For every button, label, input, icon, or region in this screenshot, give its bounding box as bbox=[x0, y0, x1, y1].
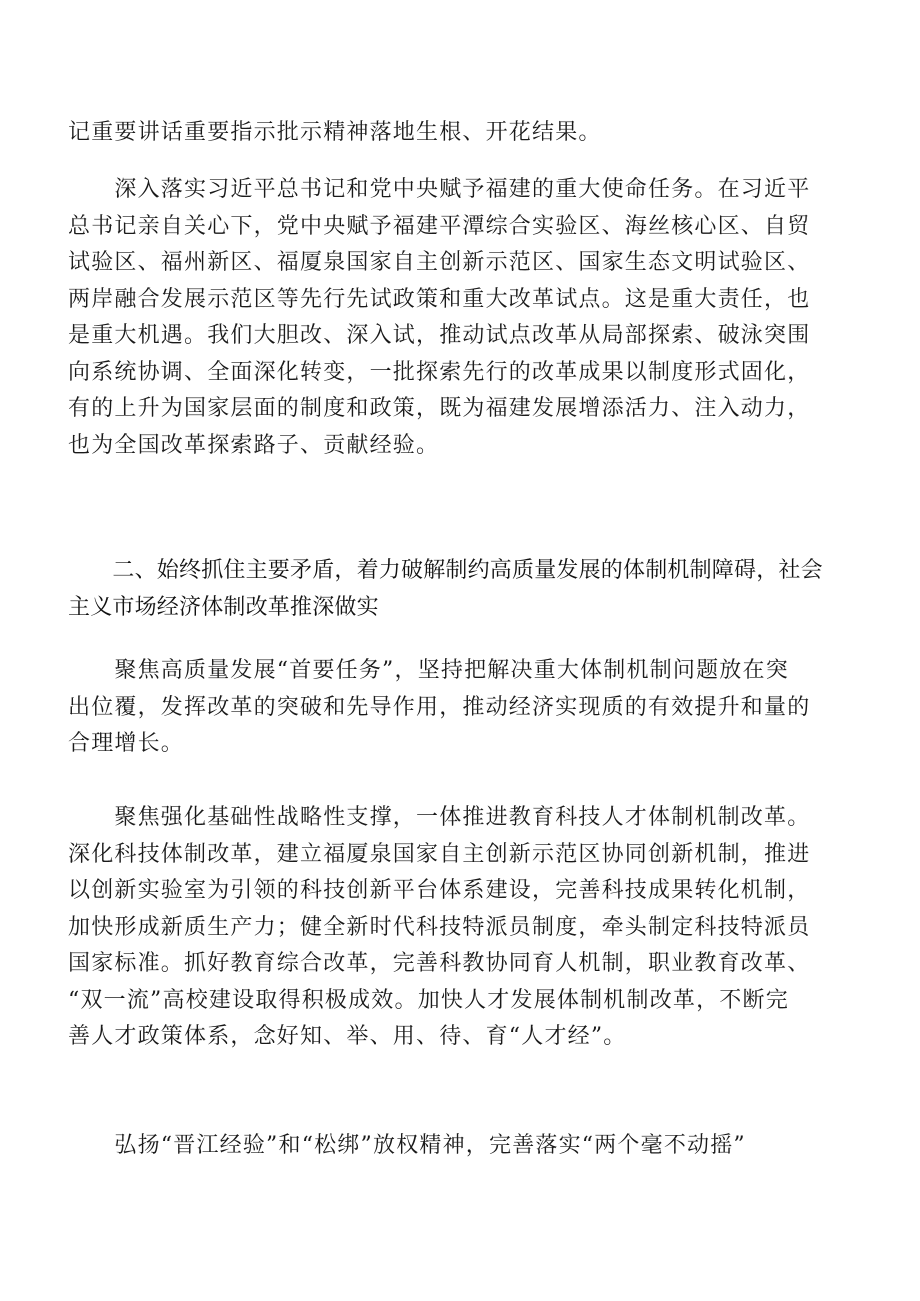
paragraph-education-science-talent bbox=[68, 800, 858, 1056]
text-line: 合理增长。 bbox=[68, 731, 185, 756]
text-line: 善人才政策体系，念好知、举、用、待、育“人才经”。 bbox=[68, 1024, 627, 1049]
paragraph-continuation bbox=[68, 115, 858, 152]
text-line: 两岸融合发展示范区等先行先试政策和重大改革试点。这是重大责任，也 bbox=[68, 286, 811, 312]
text-line: 是重大机遇。我们大胆改、深入试，推动试点改革从局部探索、破泳突围 bbox=[68, 323, 811, 348]
text-line: “双一流”高校建设取得积极成效。加快人才发展体制机制改革，不断完 bbox=[68, 987, 789, 1013]
paragraph-jinjiang-experience bbox=[68, 1128, 858, 1165]
text-line: 深入落实习近平总书记和党中央赋予福建的重大使命任务。在习近平 bbox=[68, 177, 811, 202]
paragraph-high-quality-development bbox=[68, 653, 858, 763]
text-line: 总书记亲自关心下，党中央赋予福建平潭综合实验区、海丝核心区、自贸 bbox=[68, 213, 811, 239]
text-line: 也为全国改革探索路子、贡献经验。 bbox=[68, 432, 440, 458]
text-line: 弘扬“晋江经验”和“松绑”放权精神，完善落实“两个毫不动摇” bbox=[68, 1133, 746, 1158]
text-line: 试验区、福州新区、福厦泉国家自主创新示范区、国家生态文明试验区、 bbox=[68, 250, 811, 275]
text-line: 出位覆，发挥改革的突破和先导作用，推动经济实现质的有效提升和量的 bbox=[68, 694, 811, 720]
text-line: 聚焦高质量发展“首要任务”，坚持把解决重大体制机制问题放在突 bbox=[68, 658, 789, 683]
text-line: 向系统协调、全面深化转变，一批探索先行的改革成果以制度形式固化， bbox=[68, 359, 811, 385]
text-line: 有的上升为国家层面的制度和政策，既为福建发展增添活力、注入动力， bbox=[68, 396, 811, 421]
heading-line: 二、始终抓住主要矛盾，着力破解制约高质量发展的体制机制障碍，社会 bbox=[68, 558, 823, 583]
paragraph-major-missions bbox=[68, 172, 858, 464]
text-line: 深化科技体制改革，建立福厦泉国家自主创新示范区协同创新机制，推进 bbox=[68, 841, 811, 867]
text-line: 聚焦强化基础性战略性支撑，一体推进教育科技人才体制机制改革。 bbox=[68, 805, 811, 830]
text-line: 加快形成新质生产力；健全新时代科技特派员制度，牵头制定科技特派员 bbox=[68, 914, 811, 940]
section-heading-2 bbox=[68, 553, 858, 626]
text-line: 以创新实验室为引领的科技创新平台体系建设，完善科技成果转化机制， bbox=[68, 878, 811, 903]
heading-line: 主义市场经济体制改革推深做实 bbox=[68, 594, 379, 620]
text-line: 国家标准。抓好教育综合改革，完善科教协同育人机制，职业教育改革、 bbox=[68, 951, 811, 976]
text-line: 记重要讲话重要指示批示精神落地生根、开花结果。 bbox=[68, 120, 602, 145]
